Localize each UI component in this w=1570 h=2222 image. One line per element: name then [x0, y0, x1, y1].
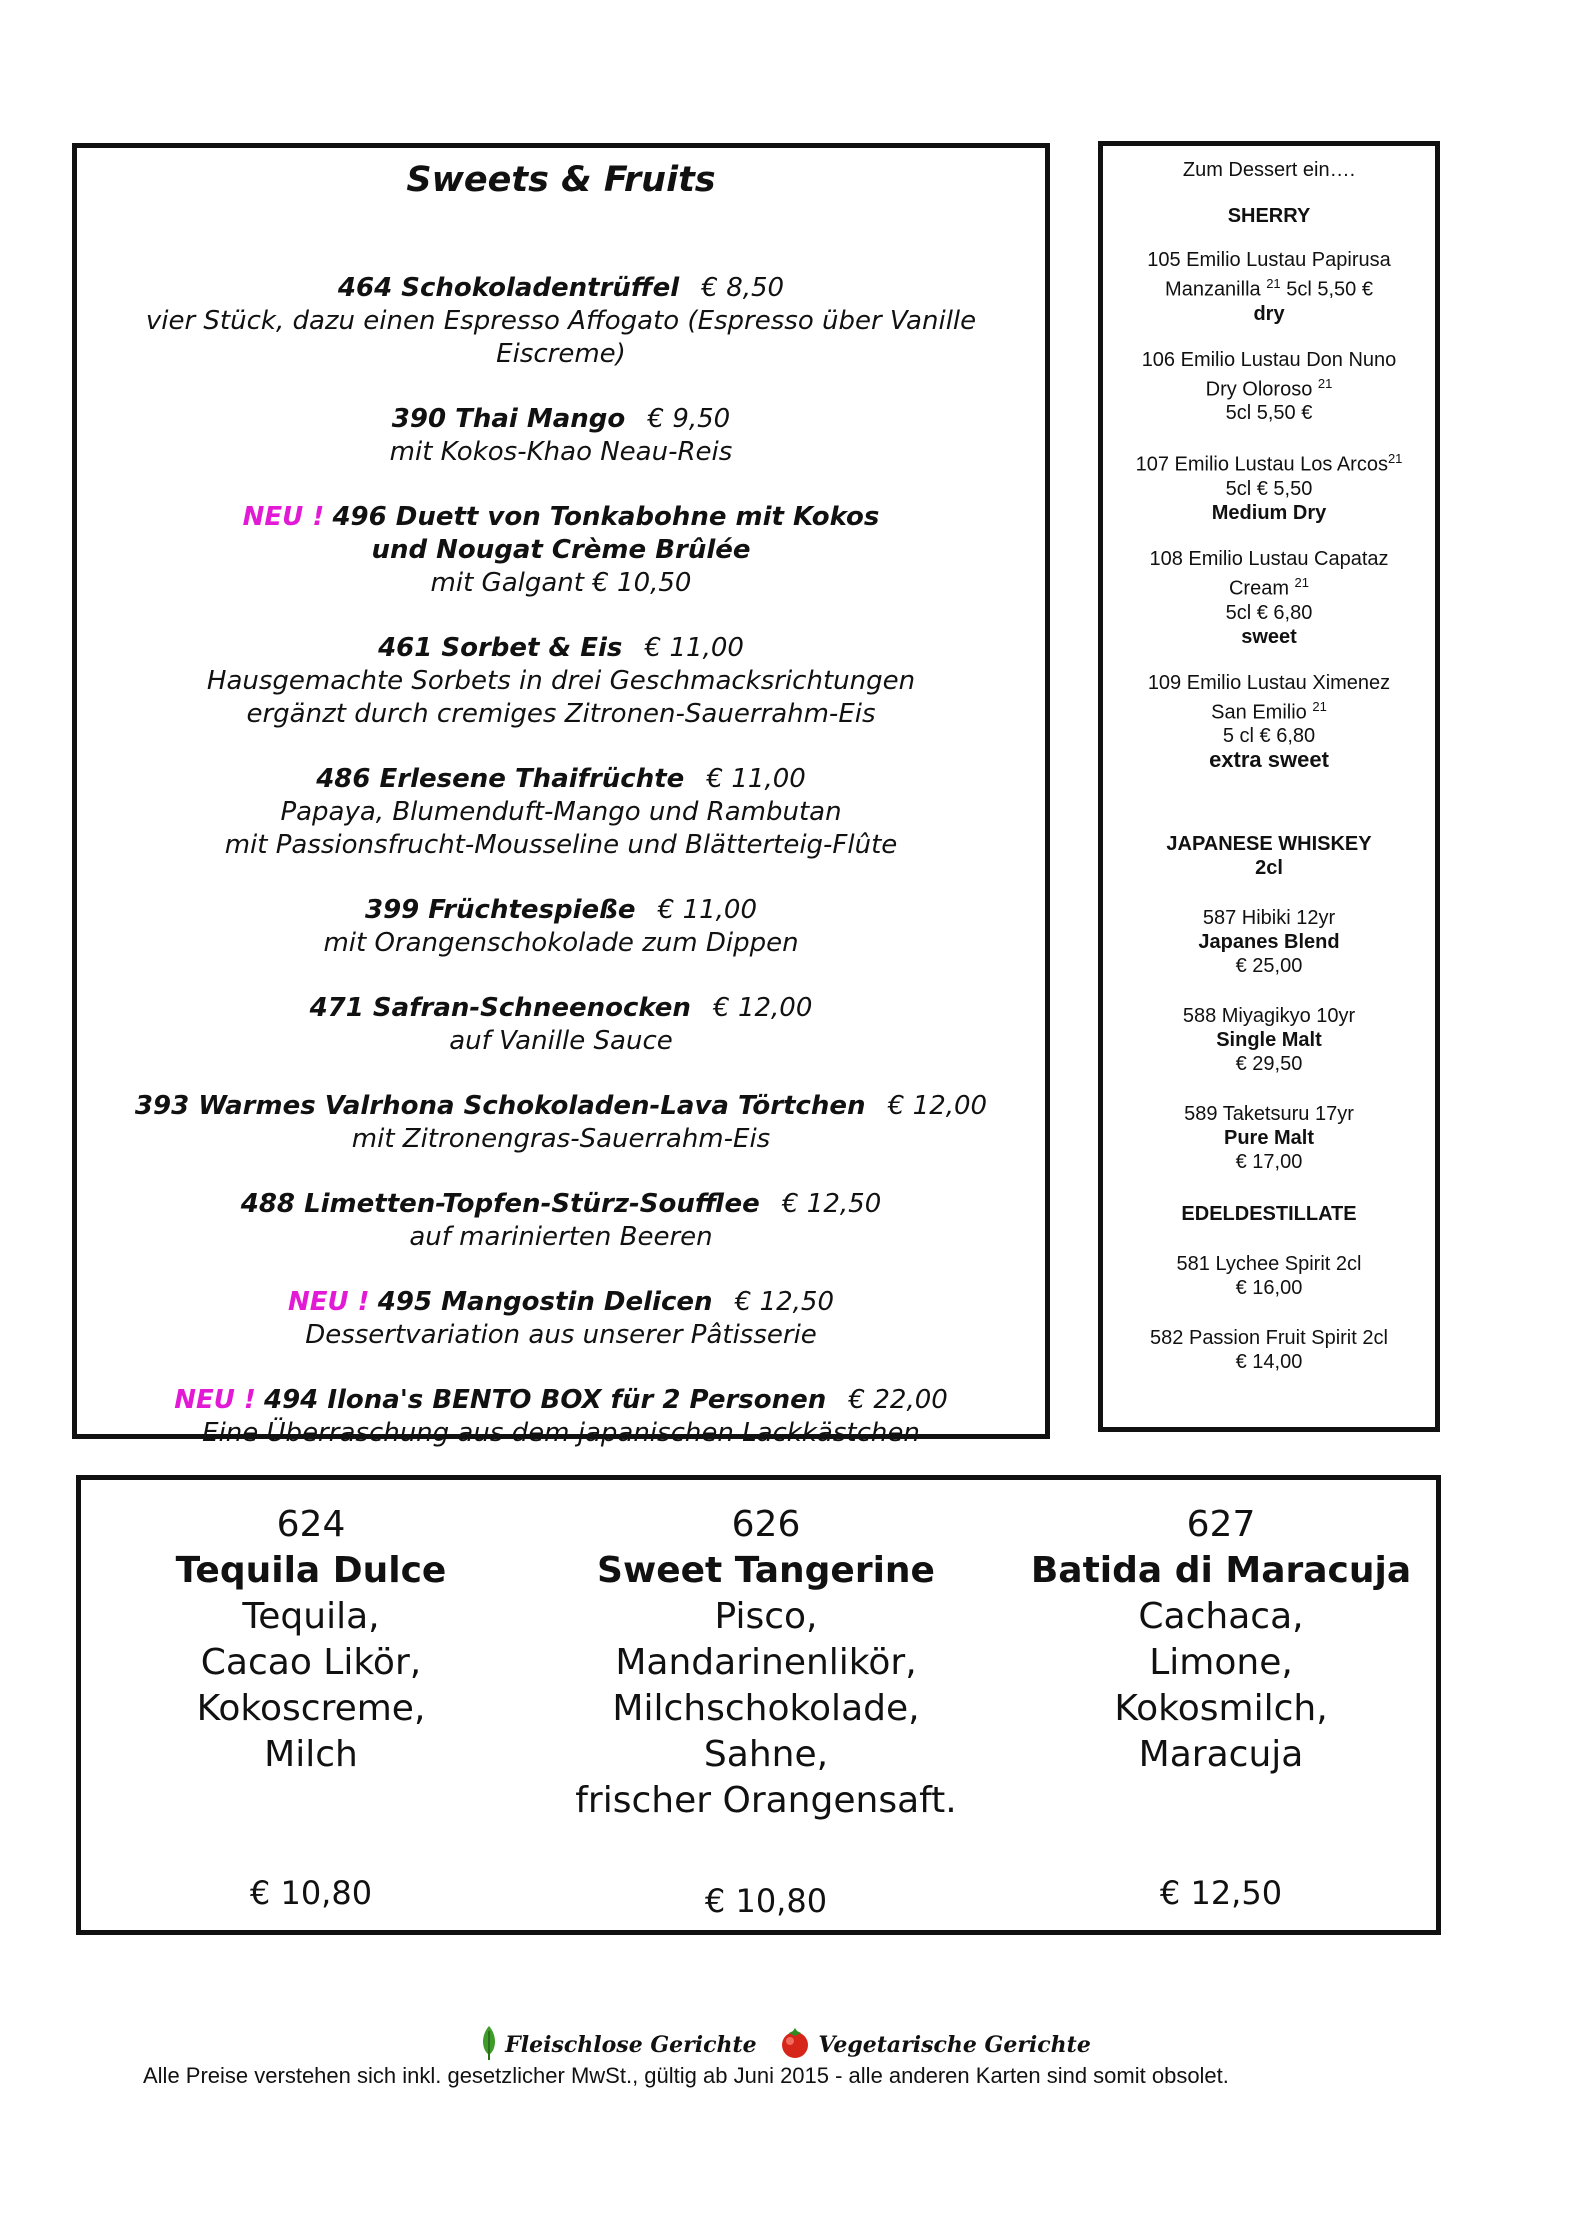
item-description: mit Passionsfrucht-Mousseline und Blätterteig-Flûte [224, 830, 898, 860]
cocktail-626 [546, 1502, 986, 1922]
new-badge: NEU ! [242, 502, 325, 532]
item-name: 393 Warmes Valrhona Schokoladen-Lava Törtchen [134, 1091, 866, 1121]
cocktail-price: € 10,80 [249, 1874, 373, 1912]
sweets-item [77, 501, 1045, 600]
item-price: € 12,50 [782, 1189, 882, 1219]
item-name: 486 Erlesene Thaifrüchte [316, 764, 685, 794]
whiskey-588: 588 Miyagikyo 10yr Single Malt € 29,50 [1182, 1005, 1356, 1076]
whiskey-587: 587 Hibiki 12yr Japanes Blend € 25,00 [1198, 907, 1340, 978]
sweets-item [77, 894, 1045, 960]
item-description: ergänzt durch cremiges Zitronen-Sauerrahm-Eis [246, 699, 876, 729]
cocktail-ingredient: Milch [264, 1734, 358, 1775]
sherry-106: 106 Emilio Lustau Don Nuno Dry Oloroso $^{21}$ 5cl 5,50 € [1141, 348, 1397, 425]
sweets-list [77, 272, 1045, 1482]
item-name: 496 Duett von Tonkabohne mit Kokos [332, 502, 880, 532]
item-name-line2: und Nougat Crème Brûlée [371, 535, 751, 565]
cocktail-price: € 10,80 [704, 1882, 828, 1920]
item-description: Hausgemachte Sorbets in drei Geschmacksrichtungen [206, 666, 916, 696]
footer-legend [0, 2025, 1570, 2067]
new-badge: NEU ! [174, 1385, 256, 1415]
sherry-107: 107 Emilio Lustau Los Arcos$^{21}$ 5cl € 5,50 Medium Dry [1135, 451, 1403, 524]
item-description: auf Vanille Sauce [449, 1026, 673, 1056]
item-description: Dessertvariation aus unserer Pâtisserie [305, 1320, 817, 1350]
item-name: 461 Sorbet & Eis [378, 633, 623, 663]
cocktail-name: Batida di Maracuja [1030, 1550, 1412, 1591]
cocktails-box [76, 1475, 1441, 1935]
item-name: 390 Thai Mango [391, 404, 626, 434]
sweets-item [77, 272, 1045, 371]
cocktail-ingredient: Tequila, [242, 1596, 380, 1637]
footer-price-note: Alle Preise verstehen sich inkl. gesetzlicher MwSt., gültig ab Juni 2015 - alle anderen Karten sind somit obsolet. [143, 2063, 1229, 2088]
item-description: mit Kokos-Khao Neau-Reis [389, 437, 733, 467]
cocktail-ingredient: Cacao Likör, [200, 1642, 422, 1683]
tomato-icon [778, 2027, 812, 2065]
sweets-item [77, 1188, 1045, 1254]
item-description: Eine Überraschung aus dem japanischen Lackkästchen [202, 1418, 920, 1448]
new-badge: NEU ! [287, 1287, 370, 1317]
sweets-menu-box [72, 143, 1050, 1448]
item-price: € 11,00 [657, 895, 758, 925]
item-description: mit Galgant € 10,50 [430, 568, 692, 598]
cocktail-ingredient: Sahne, [703, 1734, 829, 1775]
cocktail-ingredient: Mandarinenlikör, [615, 1642, 917, 1683]
item-name: 399 Früchtespieße [364, 895, 636, 925]
leaf-icon [479, 2025, 499, 2067]
item-price: € 9,50 [647, 404, 731, 434]
cocktail-number: 626 [731, 1504, 801, 1545]
sweets-item [77, 1384, 1045, 1450]
cocktail-name: Tequila Dulce [175, 1550, 447, 1591]
sweets-item [77, 1286, 1045, 1352]
cocktail-ingredient: frischer Orangensaft. [575, 1780, 957, 1821]
cocktail-627 [1001, 1502, 1441, 1922]
item-price: € 12,00 [713, 993, 813, 1023]
item-name: 495 Mangostin Delicen [377, 1287, 713, 1317]
drinks-sidebar [1098, 141, 1440, 1432]
cocktail-ingredient: Kokoscreme, [196, 1688, 426, 1729]
sherry-heading: SHERRY [1227, 205, 1311, 227]
cocktail-number: 627 [1186, 1504, 1256, 1545]
cocktail-ingredient: Kokosmilch, [1114, 1688, 1328, 1729]
spirit-581: 581 Lychee Spirit 2cl € 16,00 [1176, 1253, 1362, 1300]
legend-vegetarian: Vegetarische Gerichte [818, 2032, 1091, 2058]
item-description: vier Stück, dazu einen Espresso Affogato (Espresso über Vanille Eiscreme) [145, 306, 977, 369]
sweets-item [77, 632, 1045, 731]
whiskey-subheading: 2cl [1255, 857, 1283, 880]
cocktail-ingredient: Milchschokolade, [612, 1688, 920, 1729]
cocktail-624 [91, 1502, 531, 1922]
cocktail-ingredient: Maracuja [1138, 1734, 1304, 1775]
item-description: mit Zitronengras-Sauerrahm-Eis [351, 1124, 771, 1154]
legend-meatless: Fleischlose Gerichte [505, 2032, 757, 2058]
cocktail-ingredient: Limone, [1149, 1642, 1293, 1683]
sherry-109: 109 Emilio Lustau Ximenez San Emilio $^{21}$ 5 cl € 6,80 extra sweet [1147, 671, 1391, 773]
item-name: 494 Ilona's BENTO BOX für 2 Personen [264, 1385, 827, 1415]
cocktail-name: Sweet Tangerine [597, 1550, 935, 1591]
sweets-title: Sweets & Fruits [406, 160, 716, 200]
item-price: € 8,50 [701, 273, 785, 303]
item-name: 471 Safran-Schneenocken [309, 993, 691, 1023]
sweets-item [77, 403, 1045, 469]
item-name: 464 Schokoladentrüffel [337, 273, 680, 303]
item-name: 488 Limetten-Topfen-Stürz-Soufflee [240, 1189, 760, 1219]
sweets-item [77, 992, 1045, 1058]
drinks-intro: Zum Dessert ein…. [1182, 159, 1356, 181]
sherry-105: 105 Emilio Lustau Papirusa Manzanilla $^{21}$ 5cl 5,50 € dry [1147, 249, 1391, 325]
item-price: € 12,00 [887, 1091, 988, 1121]
drinks-list [1103, 158, 1435, 1374]
sweets-item [77, 763, 1045, 862]
cocktail-number: 624 [276, 1504, 346, 1545]
cocktail-ingredient: Cachaca, [1138, 1596, 1304, 1637]
cocktail-ingredient: Pisco, [714, 1596, 818, 1637]
item-price: € 11,00 [644, 633, 744, 663]
spirit-582: 582 Passion Fruit Spirit 2cl € 14,00 [1150, 1327, 1388, 1374]
cocktail-price: € 12,50 [1159, 1874, 1283, 1912]
edeldestillate-heading: EDELDESTILLATE [1181, 1203, 1357, 1226]
item-description: Papaya, Blumenduft-Mango und Rambutan [280, 797, 842, 827]
sweets-item [77, 1090, 1045, 1156]
item-price: € 12,50 [734, 1287, 835, 1317]
item-description: auf marinierten Beeren [409, 1222, 713, 1252]
item-price: € 22,00 [848, 1385, 948, 1415]
sherry-108: 108 Emilio Lustau Capataz Cream $^{21}$ 5cl € 6,80 sweet [1149, 547, 1389, 648]
item-description: mit Orangenschokolade zum Dippen [323, 928, 799, 958]
item-price: € 11,00 [706, 764, 806, 794]
whiskey-589: 589 Taketsuru 17yr Pure Malt € 17,00 [1184, 1103, 1354, 1174]
whiskey-heading: JAPANESE WHISKEY [1166, 833, 1372, 856]
